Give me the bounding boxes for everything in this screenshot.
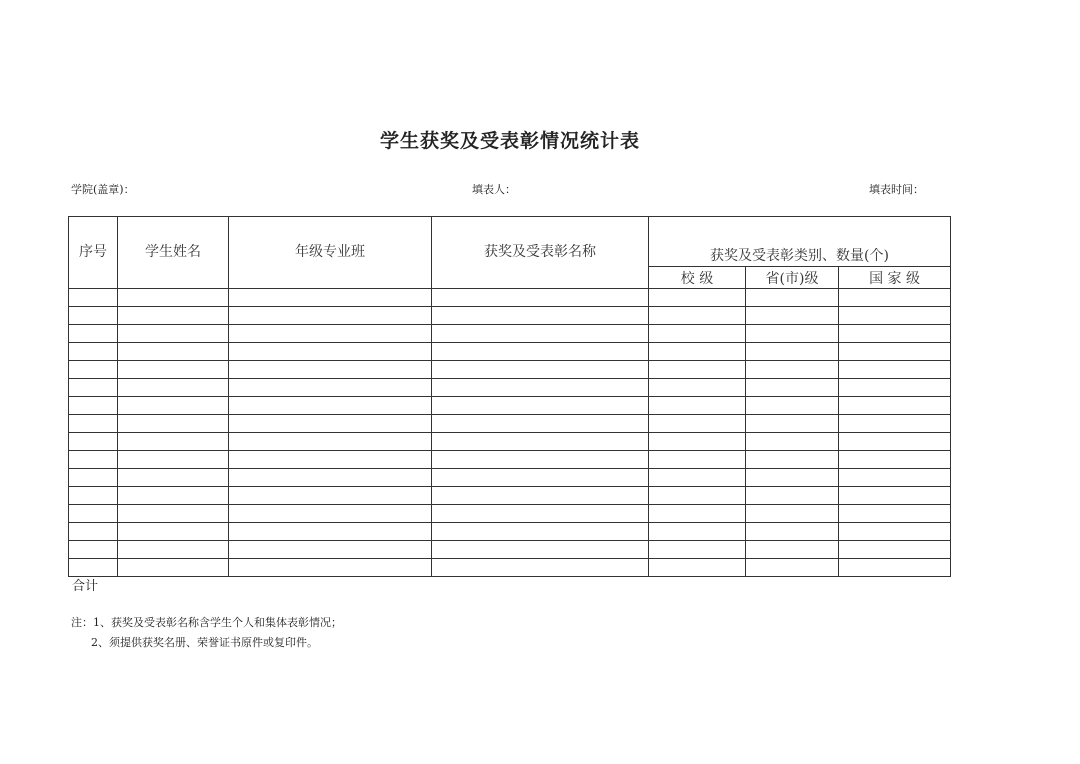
table-cell[interactable] xyxy=(69,325,118,343)
table-cell[interactable] xyxy=(432,289,649,307)
table-row xyxy=(69,433,951,451)
table-cell[interactable] xyxy=(432,415,649,433)
table-cell[interactable] xyxy=(649,523,746,541)
table-cell[interactable] xyxy=(432,307,649,325)
table-cell[interactable] xyxy=(229,505,432,523)
table-cell[interactable] xyxy=(229,361,432,379)
table-cell[interactable] xyxy=(649,379,746,397)
table-cell[interactable] xyxy=(746,415,839,433)
table-row xyxy=(69,451,951,469)
table-cell[interactable] xyxy=(839,415,951,433)
table-cell[interactable] xyxy=(229,307,432,325)
table-row xyxy=(69,289,951,307)
table-cell[interactable] xyxy=(69,451,118,469)
table-cell[interactable] xyxy=(649,541,746,559)
table-cell[interactable] xyxy=(432,397,649,415)
table-cell[interactable] xyxy=(839,451,951,469)
table-cell[interactable] xyxy=(118,523,229,541)
table-row xyxy=(69,541,951,559)
header-school-level: 校 级 xyxy=(649,267,746,289)
header-province-level: 省(市)级 xyxy=(746,267,839,289)
filler-label: 填表人： xyxy=(472,183,516,196)
table-cell[interactable] xyxy=(69,361,118,379)
table-cell[interactable] xyxy=(839,379,951,397)
table-cell[interactable] xyxy=(229,559,432,577)
table-cell[interactable] xyxy=(118,343,229,361)
table-cell[interactable] xyxy=(649,361,746,379)
table-row xyxy=(69,325,951,343)
table-cell[interactable] xyxy=(839,307,951,325)
table-cell[interactable] xyxy=(118,361,229,379)
table-cell[interactable] xyxy=(432,505,649,523)
table-cell[interactable] xyxy=(69,343,118,361)
table-cell[interactable] xyxy=(69,559,118,577)
table-cell[interactable] xyxy=(69,505,118,523)
table-cell[interactable] xyxy=(69,523,118,541)
table-cell[interactable] xyxy=(118,415,229,433)
table-cell[interactable] xyxy=(746,541,839,559)
table-cell[interactable] xyxy=(69,469,118,487)
table-cell[interactable] xyxy=(839,289,951,307)
table-cell[interactable] xyxy=(746,451,839,469)
table-cell[interactable] xyxy=(118,397,229,415)
table-cell[interactable] xyxy=(118,469,229,487)
table-cell[interactable] xyxy=(649,397,746,415)
table-cell[interactable] xyxy=(839,487,951,505)
table-cell[interactable] xyxy=(746,397,839,415)
table-row xyxy=(69,559,951,577)
table-cell[interactable] xyxy=(229,433,432,451)
table-cell[interactable] xyxy=(432,523,649,541)
table-cell[interactable] xyxy=(649,451,746,469)
table-row xyxy=(69,361,951,379)
table-cell[interactable] xyxy=(649,433,746,451)
college-seal-label: 学院(盖章)： xyxy=(71,183,135,196)
table-cell[interactable] xyxy=(229,397,432,415)
table-cell[interactable] xyxy=(746,433,839,451)
table-cell[interactable] xyxy=(229,325,432,343)
table-cell[interactable] xyxy=(229,379,432,397)
table-cell[interactable] xyxy=(229,469,432,487)
table-cell[interactable] xyxy=(746,289,839,307)
table-cell[interactable] xyxy=(649,469,746,487)
table-cell[interactable] xyxy=(118,505,229,523)
table-cell[interactable] xyxy=(432,325,649,343)
table-row xyxy=(69,469,951,487)
table-cell[interactable] xyxy=(229,415,432,433)
table-cell[interactable] xyxy=(746,487,839,505)
table-cell[interactable] xyxy=(432,469,649,487)
table-cell[interactable] xyxy=(746,379,839,397)
table-cell[interactable] xyxy=(839,433,951,451)
table-cell[interactable] xyxy=(746,559,839,577)
table-cell[interactable] xyxy=(746,469,839,487)
table-cell[interactable] xyxy=(118,307,229,325)
table-cell[interactable] xyxy=(118,325,229,343)
header-grade-major-class: 年级专业班 xyxy=(229,217,432,289)
table-cell[interactable] xyxy=(746,307,839,325)
table-cell[interactable] xyxy=(229,343,432,361)
table-row xyxy=(69,505,951,523)
table-row xyxy=(69,397,951,415)
table-header-row xyxy=(69,217,951,267)
header-index: 序号 xyxy=(69,217,118,289)
table-cell[interactable] xyxy=(839,559,951,577)
table-cell[interactable] xyxy=(229,451,432,469)
table-cell[interactable] xyxy=(649,505,746,523)
table-cell[interactable] xyxy=(839,541,951,559)
table-cell[interactable] xyxy=(118,289,229,307)
table-row xyxy=(69,415,951,433)
table-cell[interactable] xyxy=(229,541,432,559)
table-cell[interactable] xyxy=(839,361,951,379)
table-cell[interactable] xyxy=(746,343,839,361)
table-cell[interactable] xyxy=(229,289,432,307)
note-line-1: 注：1、获奖及受表彰名称含学生个人和集体表彰情况； xyxy=(71,616,342,629)
table-cell[interactable] xyxy=(839,325,951,343)
table-cell[interactable] xyxy=(118,541,229,559)
note-line-2: 2、须提供获奖名册、荣誉证书原件或复印件。 xyxy=(91,636,318,649)
table-cell[interactable] xyxy=(118,559,229,577)
table-cell[interactable] xyxy=(839,343,951,361)
table-cell[interactable] xyxy=(69,307,118,325)
table-row xyxy=(69,523,951,541)
table-cell[interactable] xyxy=(432,343,649,361)
table-cell[interactable] xyxy=(649,415,746,433)
table-cell[interactable] xyxy=(839,397,951,415)
form-title: 学生获奖及受表彰情况统计表 xyxy=(379,130,640,152)
table-cell[interactable] xyxy=(118,487,229,505)
table-cell[interactable] xyxy=(69,415,118,433)
table-cell[interactable] xyxy=(69,541,118,559)
table-cell[interactable] xyxy=(229,487,432,505)
table-cell[interactable] xyxy=(229,523,432,541)
table-cell[interactable] xyxy=(432,361,649,379)
header-award-category-count: 获奖及受表彰类别、数量(个) xyxy=(649,217,951,267)
table-row xyxy=(69,487,951,505)
table-cell[interactable] xyxy=(69,397,118,415)
table-cell[interactable] xyxy=(69,487,118,505)
table-cell[interactable] xyxy=(746,325,839,343)
total-label: 合计 xyxy=(72,579,99,594)
header-national-level: 国 家 级 xyxy=(839,267,951,289)
table-cell[interactable] xyxy=(839,523,951,541)
table-cell[interactable] xyxy=(432,487,649,505)
table-cell[interactable] xyxy=(69,433,118,451)
award-statistics-table xyxy=(68,216,951,577)
table-cell[interactable] xyxy=(69,289,118,307)
table-row xyxy=(69,379,951,397)
table-cell[interactable] xyxy=(118,379,229,397)
table-cell[interactable] xyxy=(432,379,649,397)
table-cell[interactable] xyxy=(649,343,746,361)
table-cell[interactable] xyxy=(649,289,746,307)
table-cell[interactable] xyxy=(118,451,229,469)
table-cell[interactable] xyxy=(432,541,649,559)
fill-date-label: 填表时间： xyxy=(869,183,924,196)
header-award-name: 获奖及受表彰名称 xyxy=(432,217,649,289)
table-cell[interactable] xyxy=(432,433,649,451)
table-cell[interactable] xyxy=(69,379,118,397)
table-cell[interactable] xyxy=(649,487,746,505)
table-cell[interactable] xyxy=(839,469,951,487)
table-cell[interactable] xyxy=(746,523,839,541)
table-cell[interactable] xyxy=(746,505,839,523)
table-cell[interactable] xyxy=(649,325,746,343)
table-cell[interactable] xyxy=(118,433,229,451)
table-cell[interactable] xyxy=(746,361,839,379)
table-cell[interactable] xyxy=(432,451,649,469)
table-row xyxy=(69,343,951,361)
table-row xyxy=(69,307,951,325)
table-cell[interactable] xyxy=(839,505,951,523)
table-cell[interactable] xyxy=(649,559,746,577)
header-student-name: 学生姓名 xyxy=(118,217,229,289)
table-cell[interactable] xyxy=(649,307,746,325)
table-cell[interactable] xyxy=(432,559,649,577)
